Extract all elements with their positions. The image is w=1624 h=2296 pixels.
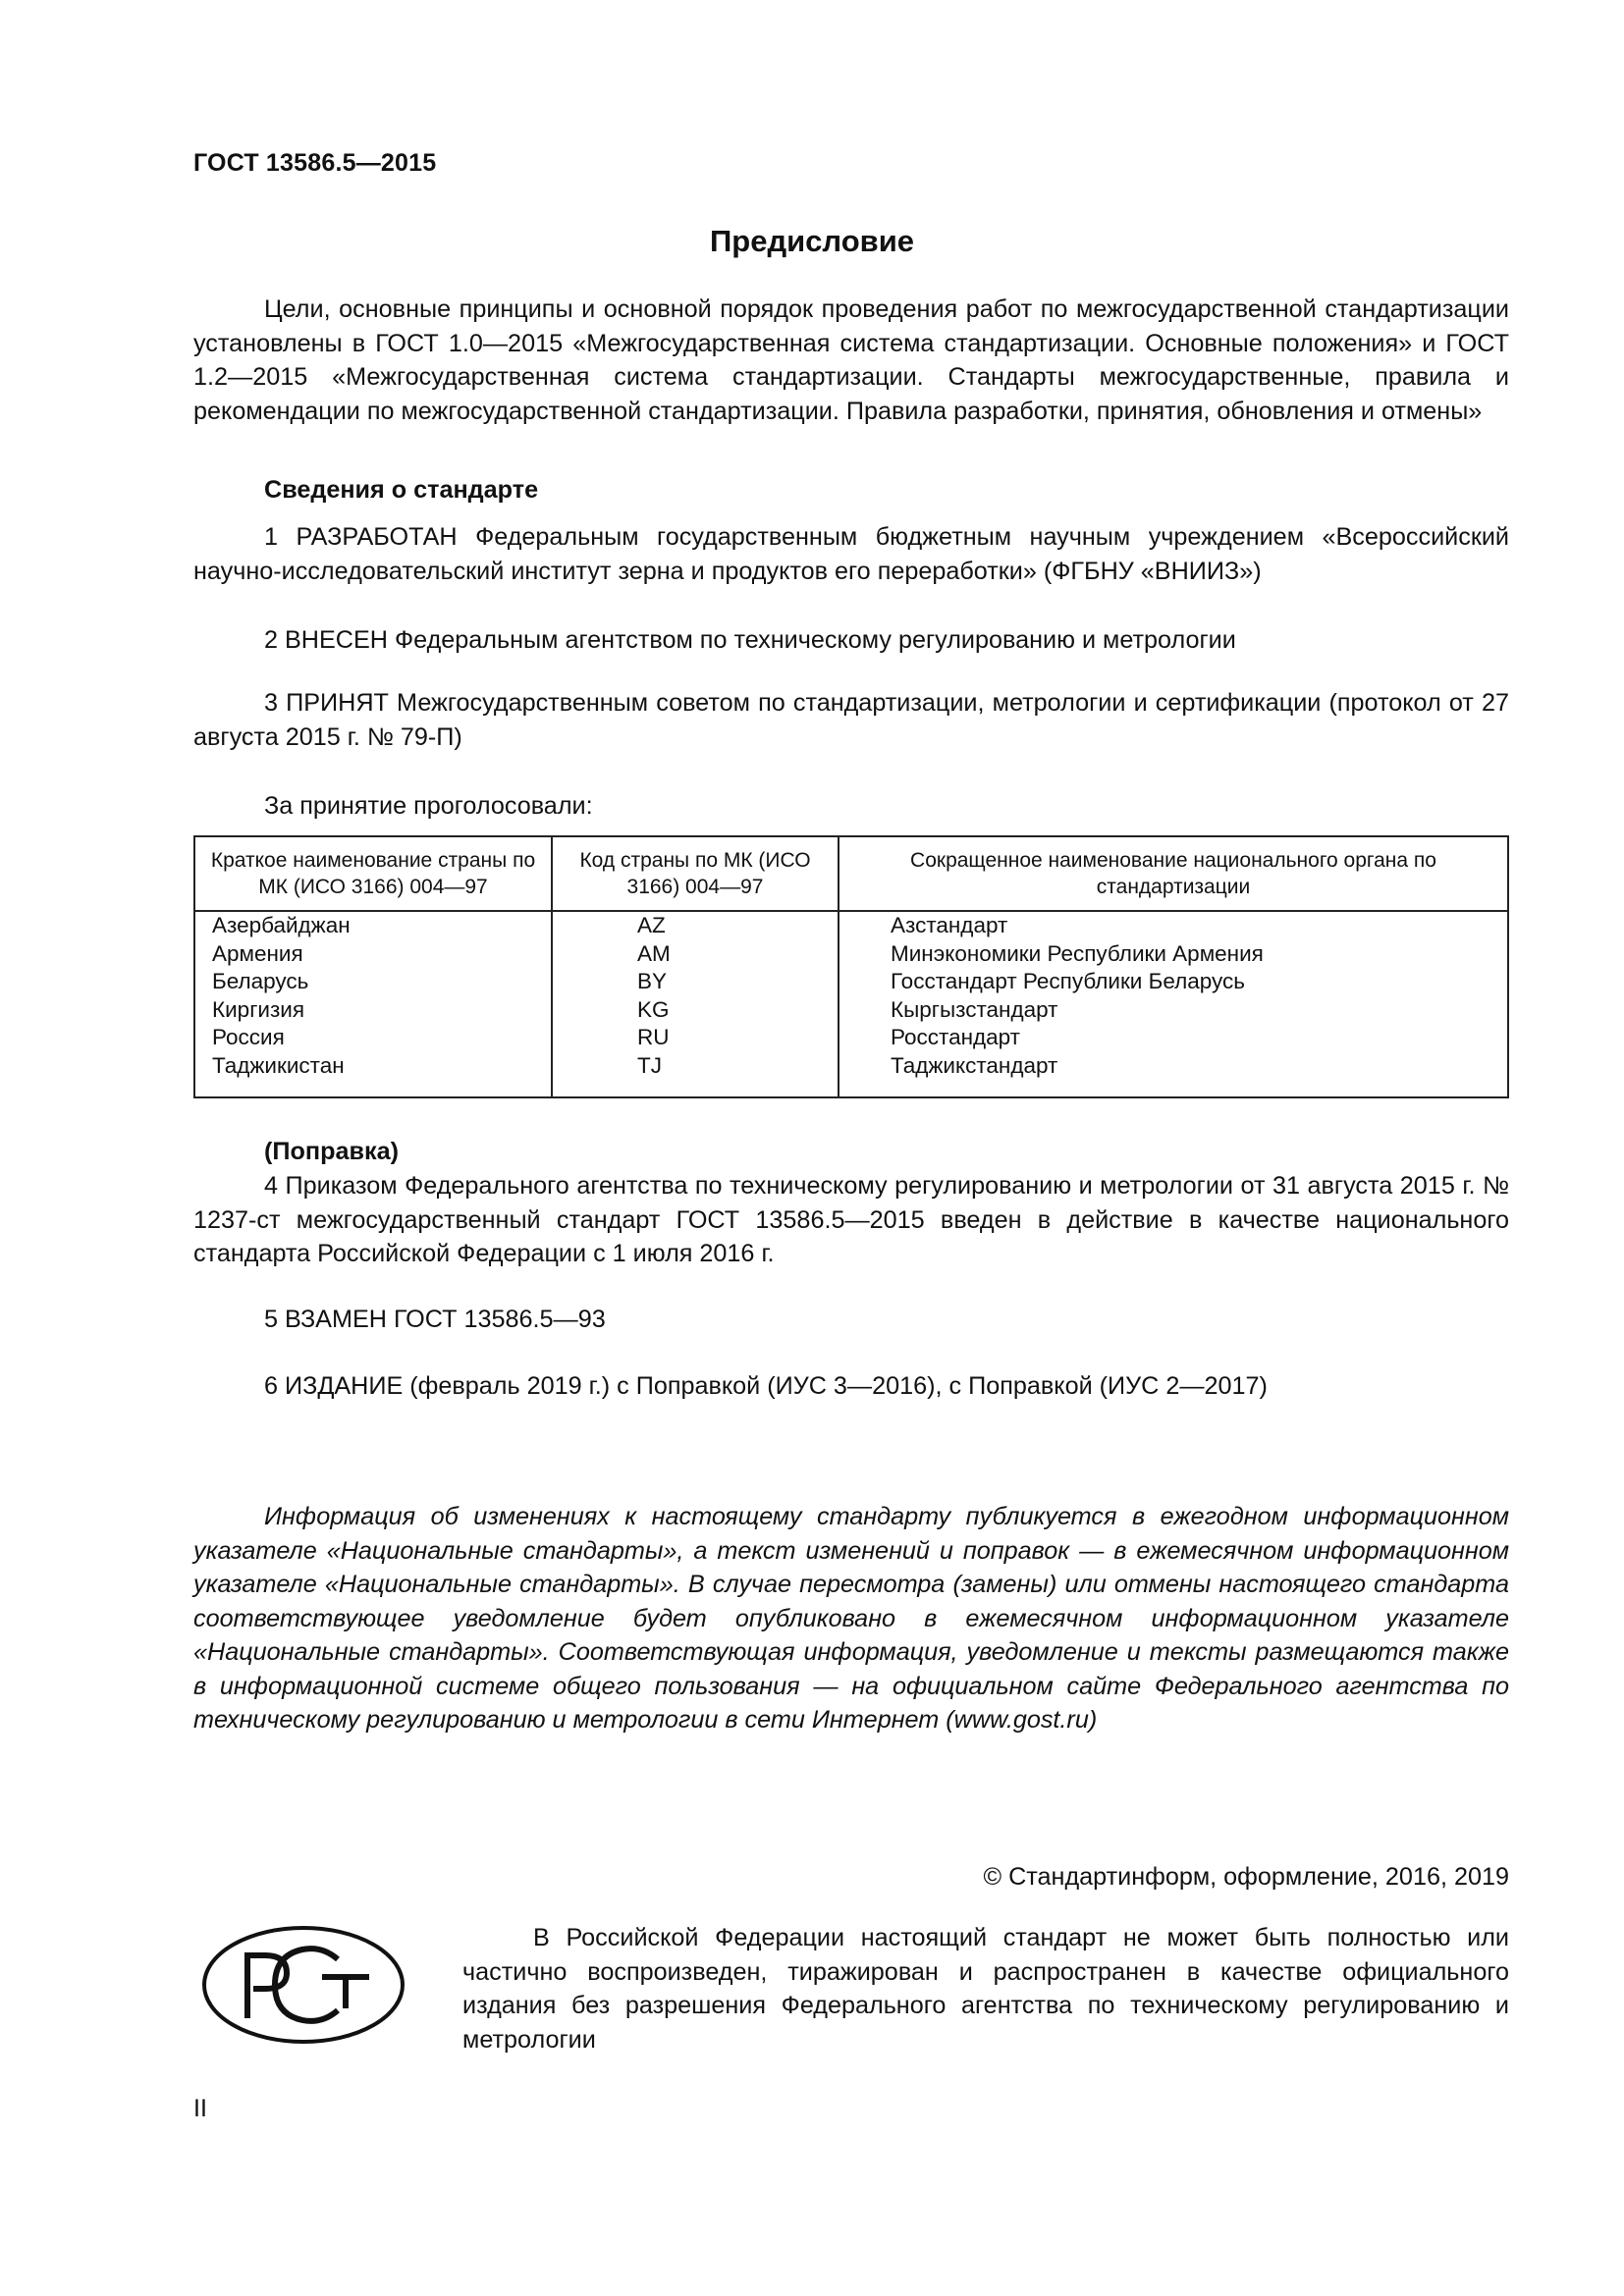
- standards-body: Росстандарт: [891, 1025, 1020, 1049]
- country-code: TJ: [637, 1052, 662, 1078]
- info-notice-text: Информация об изменениях к настоящему стандарту публикуется в ежегодном информационном указателе «Национальные стандарты», а текст изменений и поправок — в ежемесячном информационном указателе «Национальные стандарты». В случае пересмотра (замены) или отмены настоящего стандарта соответствующее уведомление будет опубликовано в ежемесячном информационном указателе «Национальные стандарты». Соответствующая информация, уведомление и тексты размещаются также в информационной системе общего пользования — на официальном сайте Федерального агентства по техническому регулированию и метрологии в сети Интернет (www.gost.ru): [193, 1503, 1509, 1734]
- item-3: [193, 686, 1509, 754]
- standards-body: Таджикстандарт: [891, 1052, 1058, 1078]
- country-code: AM: [637, 940, 671, 966]
- vote-label: За принятие проголосовали:: [264, 792, 593, 820]
- info-notice: [193, 1500, 1509, 1737]
- country-code: RU: [637, 1025, 670, 1049]
- item-1: [193, 520, 1509, 588]
- item-4-text: 4 Приказом Федерального агентства по техническому регулированию и метрологии от 31 августа 2015 г. № 1237-ст межгосударственный стандарт ГОСТ 13586.5—2015 введен в действие в качестве национального стандарта Российской Федерации с 1 июля 2016 г.: [193, 1172, 1509, 1267]
- item-6: 6 ИЗДАНИЕ (февраль 2019 г.) с Поправкой (ИУС 3—2016), с Поправкой (ИУС 2—2017): [264, 1372, 1268, 1400]
- info-heading: Сведения о стандарте: [264, 476, 539, 504]
- item-4: [193, 1169, 1509, 1271]
- item-2: 2 ВНЕСЕН Федеральным агентством по техническому регулированию и метрологии: [264, 626, 1236, 654]
- document-id: ГОСТ 13586.5—2015: [193, 149, 437, 177]
- page-title: Предисловие: [709, 224, 914, 258]
- country-name: Беларусь: [212, 969, 309, 993]
- country-name: Азербайджан: [212, 913, 351, 937]
- table-header-row: [194, 836, 1508, 911]
- country-name: Киргизия: [212, 996, 305, 1022]
- item-3-text: 3 ПРИНЯТ Межгосударственным советом по стандартизации, метрологии и сертификации (протокол от 27 августа 2015 г. № 79-П): [193, 689, 1509, 751]
- code-column: [552, 911, 839, 1097]
- intro-text: Цели, основные принципы и основной порядок проведения работ по межгосударственной стандартизации установлены в ГОСТ 1.0—2015 «Межгосударственная система стандартизации. Основные положения» и ГОСТ 1.2—2015 «Межгосударственная система стандартизации. Стандарты межгосударственные, правила и рекомендации по межгосударственной стандартизации. Правила разработки, принятия, обновления и отмены»: [193, 295, 1509, 425]
- country-column: [194, 911, 552, 1097]
- copyright: © Стандартинформ, оформление, 2016, 2019: [983, 1863, 1509, 1891]
- standards-body: Кыргызстандарт: [891, 996, 1058, 1022]
- table-header-code: Код страны по МК (ИСО 3166) 004—97: [552, 836, 839, 911]
- country-code: KG: [637, 996, 670, 1022]
- item-1-text: 1 РАЗРАБОТАН Федеральным государственным бюджетным научным учреждением «Всероссийский научно-исследовательский институт зерна и продуктов его переработки» (ФГБНУ «ВНИИЗ»): [193, 523, 1509, 585]
- amendment-label: (Поправка): [264, 1138, 399, 1165]
- standards-body: Азстандарт: [891, 913, 1008, 937]
- table-row: [194, 911, 1508, 1097]
- standards-body: Госстандарт Республики Беларусь: [891, 969, 1246, 993]
- rst-certification-mark-icon: [200, 1924, 406, 2046]
- table-header-country: Краткое наименование страны по МК (ИСО 3166) 004—97: [194, 836, 552, 911]
- item-5: 5 ВЗАМЕН ГОСТ 13586.5—93: [264, 1306, 606, 1333]
- country-code: AZ: [637, 913, 666, 937]
- country-name: Россия: [212, 1025, 285, 1049]
- body-column: [839, 911, 1508, 1097]
- standards-body: Минэкономики Республики Армения: [891, 940, 1264, 966]
- country-code: BY: [637, 969, 668, 993]
- country-name: Таджикистан: [212, 1052, 345, 1078]
- country-name: Армения: [212, 940, 303, 966]
- page-number: II: [193, 2095, 207, 2122]
- intro-paragraph: [193, 293, 1509, 428]
- voting-table: [193, 835, 1509, 1098]
- table-header-body: Сокращенное наименование национального органа по стандартизации: [839, 836, 1508, 911]
- rights-notice: [462, 1921, 1509, 2056]
- rights-notice-text: В Российской Федерации настоящий стандарт не может быть полностью или частично воспроизведен, тиражирован и распространен в качестве официального издания без разрешения Федерального агентства по техническому регулированию и метрологии: [462, 1924, 1509, 2054]
